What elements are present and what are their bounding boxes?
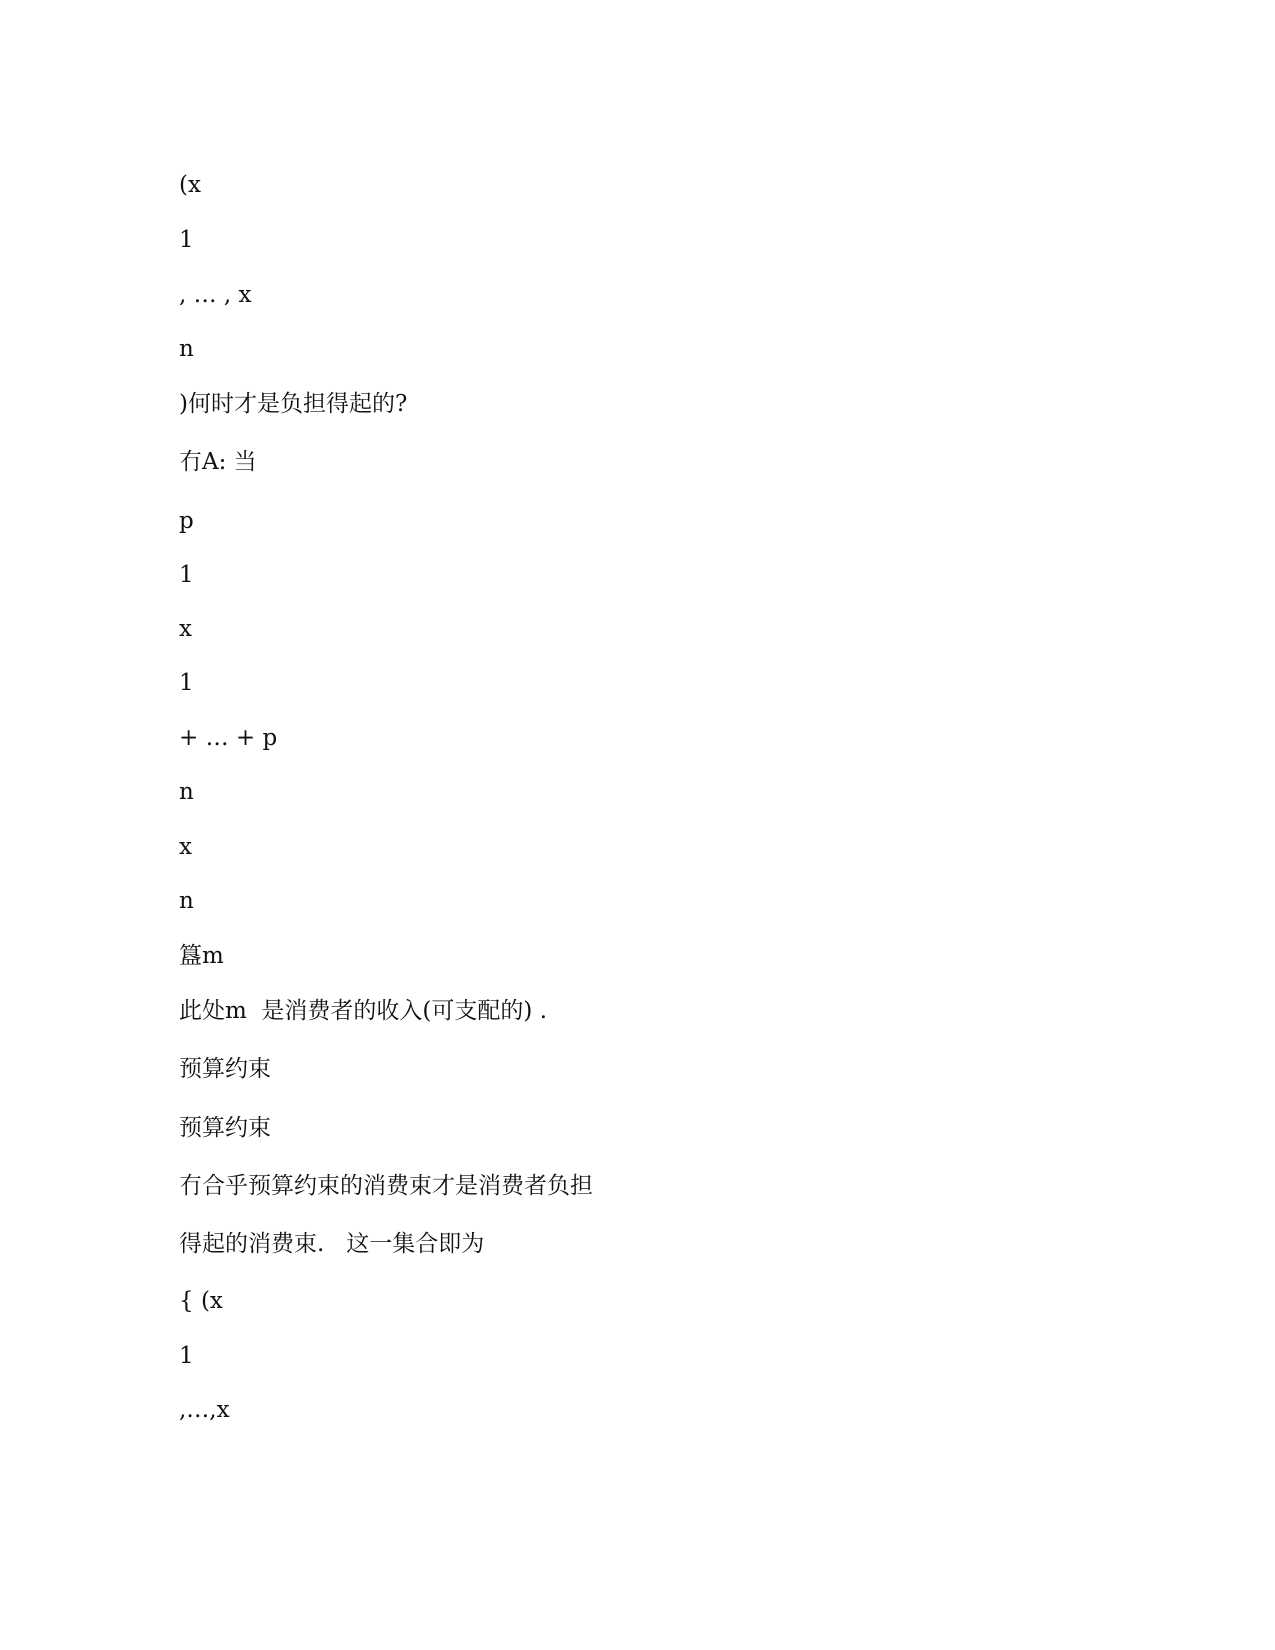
text-line: 1 [179, 227, 194, 253]
text-line: 1 [179, 562, 194, 588]
text-line: + … + p [179, 725, 278, 751]
text-line: x [179, 616, 192, 642]
text-line: 冇A: 当 [179, 449, 257, 475]
text-line: 1 [179, 1343, 194, 1369]
text-line: 得起的消费束. 这一集合即为 [179, 1231, 485, 1257]
text-line: 1 [179, 670, 194, 696]
text-line: { (x [179, 1288, 223, 1314]
heading: 预算约束 [179, 1056, 271, 1082]
text-line: (x [179, 172, 201, 198]
text-line: n [179, 888, 194, 914]
text-line: )何时才是负担得起的? [179, 391, 408, 417]
text-line: ,…,x [179, 1397, 230, 1423]
text-line: , … , x [179, 282, 252, 308]
heading: 预算约束 [179, 1115, 271, 1141]
text-line: 此处m 是消费者的收入(可支配的) . [179, 998, 547, 1024]
text-line: x [179, 834, 192, 860]
text-line: n [179, 779, 194, 805]
text-line: p [179, 508, 194, 534]
text-line: 冇合乎预算约束的消费束才是消费者负担 [179, 1173, 593, 1199]
text-line: 簋m [179, 943, 224, 969]
text-line: n [179, 336, 194, 362]
